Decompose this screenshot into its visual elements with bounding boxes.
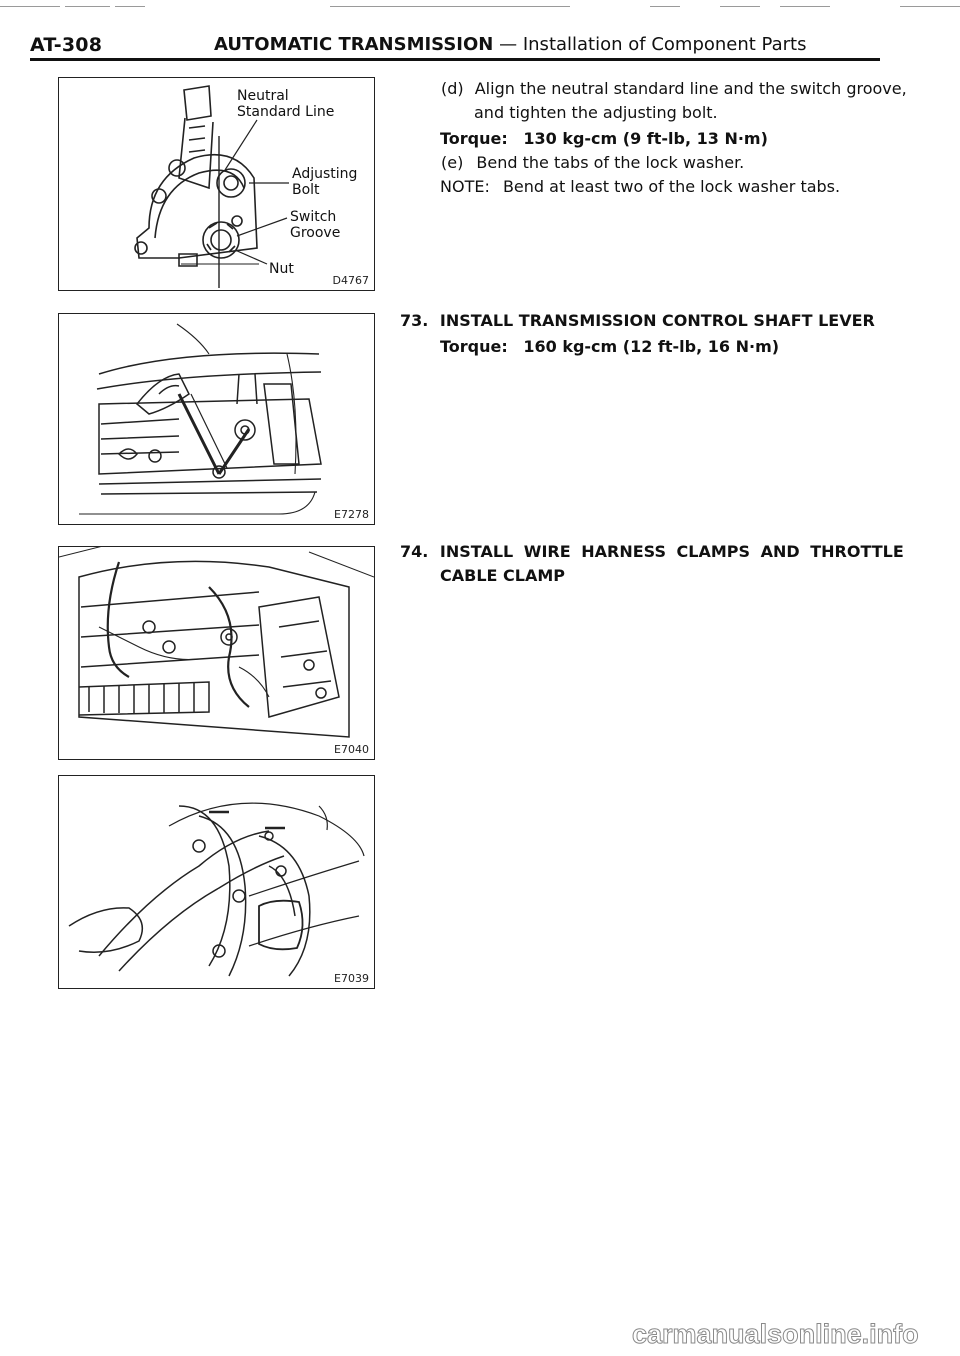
- figure-code: E7039: [334, 972, 369, 985]
- step-74-number: 74.: [400, 542, 429, 561]
- step-e: [441, 151, 744, 175]
- torque-spec-1: [440, 127, 768, 151]
- callout-neutral-standard-line: [237, 88, 334, 120]
- scan-top-line: [0, 6, 960, 8]
- step-73-title: INSTALL TRANSMISSION CONTROL SHAFT LEVER: [439, 311, 875, 330]
- figure-neutral-start-switch: [58, 77, 375, 291]
- torque-value-1: 130 kg-cm (9 ft-lb, 13 N·m): [523, 129, 768, 148]
- step-e-text: Bend the tabs of the lock washer.: [476, 153, 745, 172]
- step-e-marker: (e): [441, 153, 464, 172]
- callout-neutral-line-2: Standard Line: [237, 104, 335, 120]
- callout-switch-line-2: Groove: [290, 225, 341, 241]
- section-title: AUTOMATIC TRANSMISSION: [214, 34, 494, 55]
- step-d-line1: [441, 77, 907, 101]
- torque-value-2: 160 kg-cm (12 ft-lb, 16 N·m): [523, 337, 780, 356]
- figure-wire-harness-clamps: [58, 546, 375, 760]
- callout-adjusting-line-2: Bolt: [292, 182, 320, 198]
- callout-switch-line-1: Switch: [290, 209, 337, 225]
- watermark-logo: [632, 1318, 956, 1350]
- watermark-text: carmanualsonline.info: [632, 1319, 919, 1349]
- header-separator: —: [499, 34, 518, 55]
- torque-label-2: Torque:: [440, 337, 508, 356]
- figure-control-shaft-lever: [58, 313, 375, 525]
- harness-illustration: [59, 547, 374, 759]
- figure-throttle-cable-clamp: [58, 775, 375, 989]
- callout-nut: Nut: [269, 261, 294, 277]
- note-text: Bend at least two of the lock washer tabs.: [502, 177, 841, 196]
- step-73-number: 73.: [400, 311, 429, 330]
- note-label: NOTE:: [440, 177, 490, 196]
- figure-code: D4767: [332, 274, 369, 287]
- cable-illustration: [59, 776, 374, 988]
- step-d-text: Align the neutral standard line and the switch groove,: [474, 79, 907, 98]
- step-74-title-cont: CABLE CLAMP: [440, 566, 565, 585]
- step-74-title: INSTALL WIRE HARNESS CLAMPS AND THROTTLE: [439, 542, 904, 561]
- figure-code: E7040: [334, 743, 369, 756]
- lever-illustration: [59, 314, 374, 524]
- torque-spec-2: [440, 335, 779, 359]
- callout-adjusting-line-1: Adjusting: [292, 166, 358, 182]
- step-d-line2: and tighten the adjusting bolt.: [474, 103, 718, 122]
- step-73-heading: [400, 309, 875, 333]
- subsection-title: Installation of Component Parts: [522, 34, 807, 55]
- page-header: [30, 34, 880, 60]
- step-74-heading: [400, 540, 904, 564]
- header-title: [214, 34, 806, 55]
- step-d-marker: (d): [441, 79, 464, 98]
- figure-code: E7278: [334, 508, 369, 521]
- page-number: AT-308: [30, 34, 103, 56]
- torque-label-1: Torque:: [440, 129, 508, 148]
- callout-adjusting-bolt: [292, 166, 357, 198]
- callout-neutral-line-1: Neutral: [237, 88, 289, 104]
- callout-switch-groove: [290, 209, 340, 241]
- note: [440, 175, 840, 199]
- header-rule: [30, 58, 880, 61]
